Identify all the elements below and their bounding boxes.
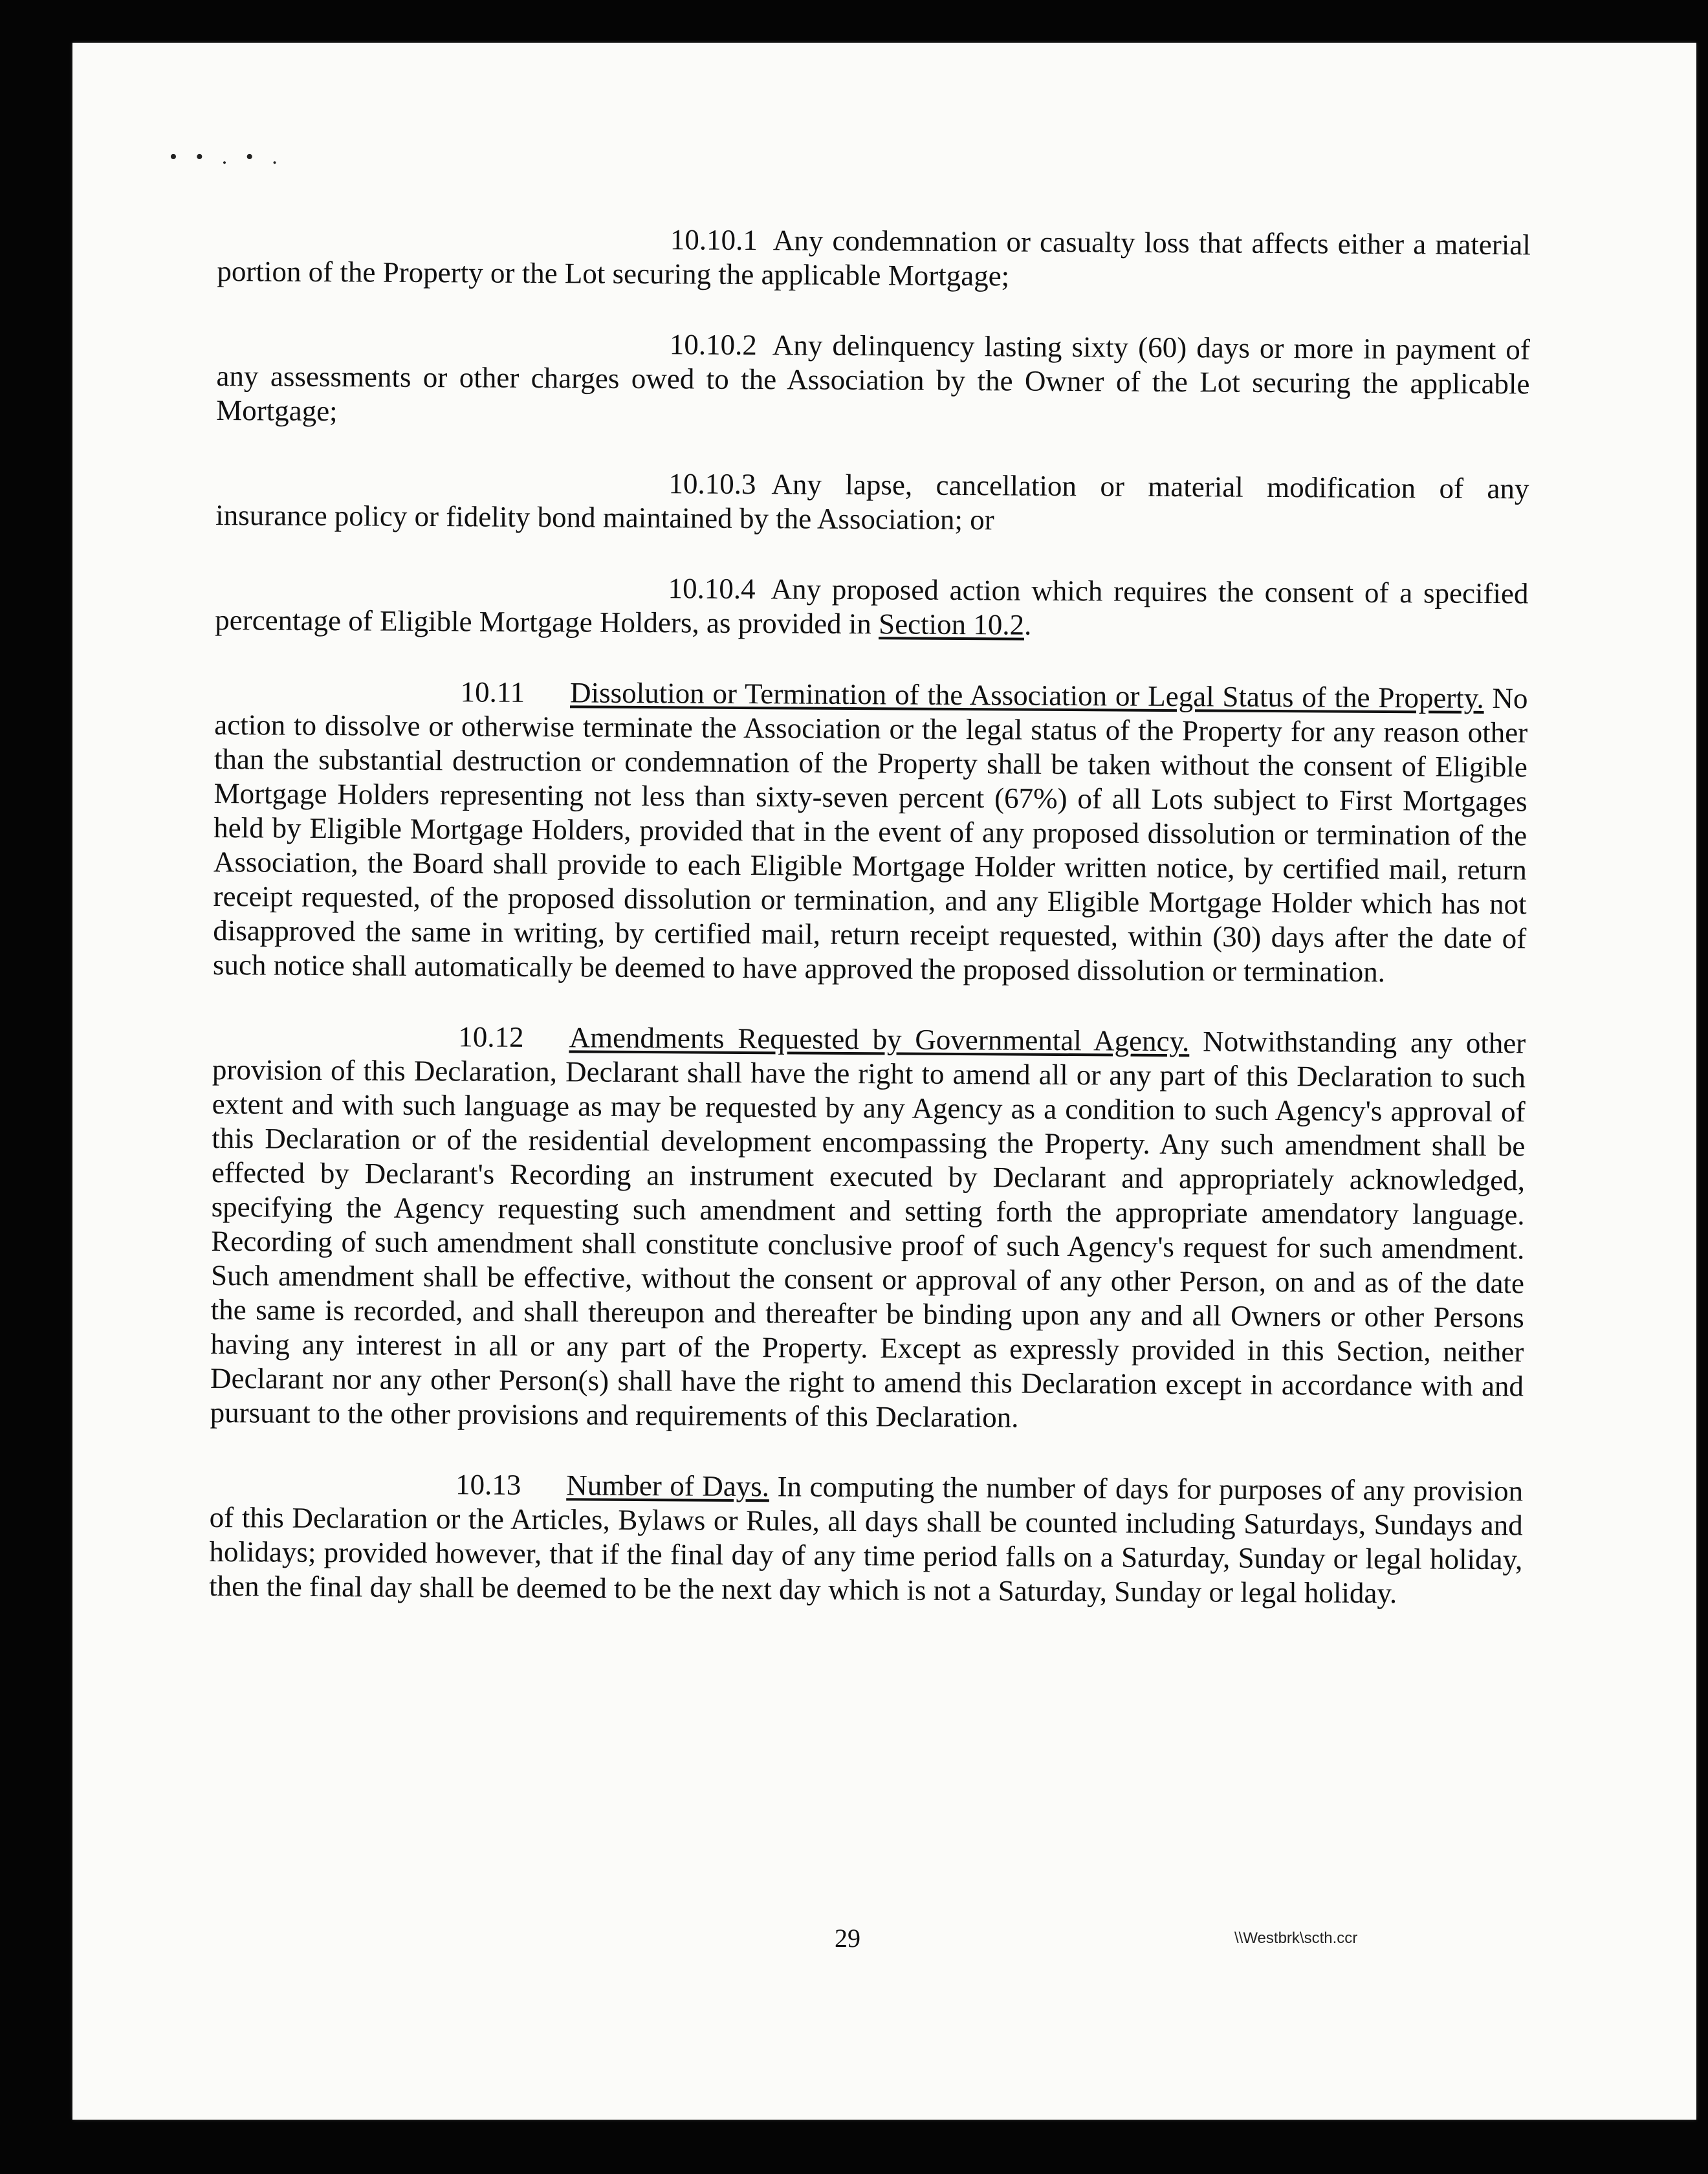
paragraph-text: Notwithstanding any other provision of this Declaration, Declarant shall have the right to amend all or any part of this Declaration to such extent and with such language as may be requested by any Agency as a condition to such Agency's approval of this Declaration or of the residential development encompassing the Property. Any such amendment shall be effected by Declarant's Recording an instrument executed by Declarant and appropriately acknowledged, specifying the Agency requesting such amendment and setting forth the appropriate amendatory language. Recording of such amendment shall constitute conclusive proof of such Agency's request for such amendment. Such amendment shall be effective, without the consent or approval of any other Person, on and as of the date the same is recorded, and shall thereupon and thereafter be binding upon any and all Owners or other Persons having any interest in all or any part of the Property. Except as expressly provided in this Section, neither Declarant nor any other Person(s) shall have the right to amend this Declaration except in accordance with and pursuant to the other provisions and requirements of this Declaration. [210,1025,1526,1434]
section-heading: Number of Days. [566,1469,770,1503]
section-heading: Amendments Requested by Governmental Agency. [569,1021,1190,1058]
section-number: 10.10.4 [668,572,756,606]
paragraph-text: In computing the number of days for purposes of any provision of this Declaration or the Articles, Bylaws or Rules, all days shall be counted including Saturdays, Sundays and holidays; provided however, that if the final day of any time period falls on a Saturday, Sunday or legal holiday, then the final day shall be deemed to be the next day which is not a Saturday, Sunday or legal holiday. [208,1470,1524,1610]
section-reference-link: Section 10.2 [878,608,1025,641]
paragraph-text: Any proposed action which requires the consent of a specified percentage of Eligible Mortgage Holders, as provided in [215,573,1529,641]
file-path-footer: \\Westbrk\scth.ccr [1234,1929,1358,1947]
paragraph-text: Any lapse, cancellation or material modification of any insurance policy or fidelity bond maintained by the Association; or [215,468,1529,536]
paragraph-text: No action to dissolve or otherwise terminate the Association or the legal status of the Property for any reason other than the substantial destruction or condemnation of the Property shall be taken without the consent of Eligible Mortgage Holders representing not less than sixty-seven percent (67%) of all Lots subject to First Mortgages held by Eligible Mortgage Holders, provided that in the event of any proposed dissolution or termination of the Association, the Board shall provide to each Eligible Mortgage Holder written notice, by certified mail, return receipt requested, of the proposed dissolution or termination, and any Eligible Mortgage Holder which has not disapproved the same in writing, by certified mail, return receipt requested, within (30) days after the date of such notice shall automatically be deemed to have approved the proposed dissolution or termination. [212,682,1528,989]
paragraph-end-punctuation: . [1024,608,1032,641]
scan-speckle: • • . • . [170,145,284,169]
paragraph-text: Any delinquency lasting sixty (60) days or more in payment of any assessments or other charges owed to the Association by the Owner of the Lot securing the applicable Mortgage; [216,329,1530,428]
paragraph-text: Any condemnation or casualty loss that affects either a material portion of the Property or the Lot securing the applicable Mortgage; [217,224,1531,292]
paragraph-10-13 [209,1466,1523,1611]
section-number: 10.10.2 [669,328,757,362]
paragraph-10-10-1 [217,220,1531,296]
paragraph-10-10-3 [215,464,1529,540]
section-number: 10.10.3 [668,467,756,501]
paragraph-10-10-2 [216,325,1530,435]
document-body [209,220,1531,1647]
paragraph-10-11 [213,674,1528,990]
section-heading: Dissolution or Termination of the Association or Legal Status of the Property. [569,676,1484,714]
section-number: 10.10.1 [670,223,758,257]
paragraph-10-12 [210,1018,1526,1438]
section-number: 10.13 [455,1468,521,1501]
section-number: 10.11 [460,675,525,708]
paragraph-10-10-4 [215,569,1529,645]
page-number: 29 [835,1924,860,1953]
section-number: 10.12 [458,1020,524,1053]
